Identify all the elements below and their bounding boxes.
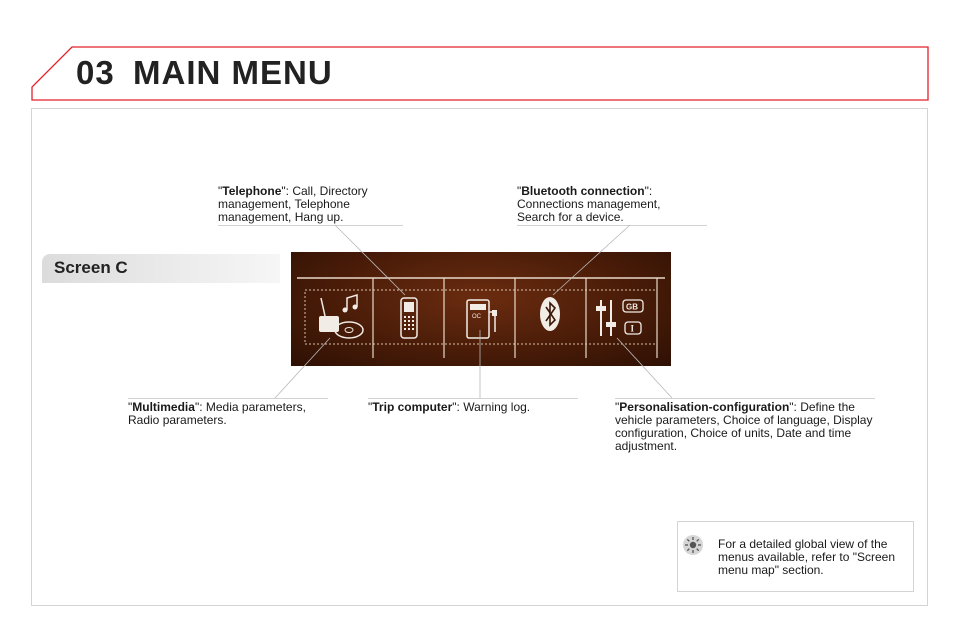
screen-c-display: [291, 252, 671, 366]
personalisation-callout-name: Personalisation-configuration: [619, 400, 790, 414]
multimedia-callout-desc: : Media parameters, Radio parameters.: [128, 400, 306, 427]
personalisation-callout-desc: : Define the vehicle parameters, Choice of language, Display configuration, Choice of units, Date and time adjustment.: [615, 400, 873, 453]
telephone-callout: "Telephone": Call, Directory management, Telephone management, Hang up.: [218, 184, 368, 224]
multimedia-callout: "Multimedia": Media parameters, Radio parameters.: [128, 400, 306, 427]
bluetooth-callout-desc: : Connections management, Search for a device.: [517, 184, 661, 224]
trip-callout-desc: : Warning log.: [456, 400, 531, 414]
multimedia-callout-rule: [128, 398, 328, 399]
bluetooth-icon: [540, 297, 560, 331]
note-text: For a detailed global view of the menus available, refer to "Screen menu map" section.: [718, 537, 896, 577]
screen-label-text: Screen C: [54, 258, 128, 277]
multimedia-icon: [319, 295, 363, 338]
info-sun-icon: [682, 534, 704, 556]
trip-computer-icon: [467, 300, 497, 338]
bluetooth-callout: "Bluetooth connection": Connections management, Search for a device.: [517, 184, 661, 224]
telephone-callout-desc: : Call, Directory management, Telephone management, Hang up.: [218, 184, 368, 224]
telephone-icon: [401, 298, 417, 338]
multimedia-callout-name: Multimedia: [132, 400, 195, 414]
trip-callout-name: Trip computer: [372, 400, 453, 414]
telephone-callout-rule: [218, 225, 403, 226]
screen-c-graphic: [291, 252, 671, 366]
personalisation-callout-rule: [615, 398, 875, 399]
bluetooth-callout-name: Bluetooth connection: [521, 184, 645, 198]
page-title: MAIN MENU: [133, 54, 333, 91]
chapter-number: 03: [76, 54, 115, 91]
trip-badge: OC: [472, 314, 481, 320]
personalisation-callout: "Personalisation-configuration": Define the vehicle parameters, Choice of language, Display configuration, Choice of units, Date and time adjustment.: [615, 400, 873, 453]
screen-label: [42, 254, 280, 283]
bluetooth-callout-rule: [517, 225, 707, 226]
trip-callout-rule: [368, 398, 578, 399]
lang-badge: GB: [626, 302, 638, 312]
trip-callout: "Trip computer": Warning log.: [368, 400, 531, 414]
info-badge: I: [630, 323, 635, 334]
personalisation-icon: [596, 300, 643, 336]
telephone-callout-name: Telephone: [222, 184, 282, 198]
